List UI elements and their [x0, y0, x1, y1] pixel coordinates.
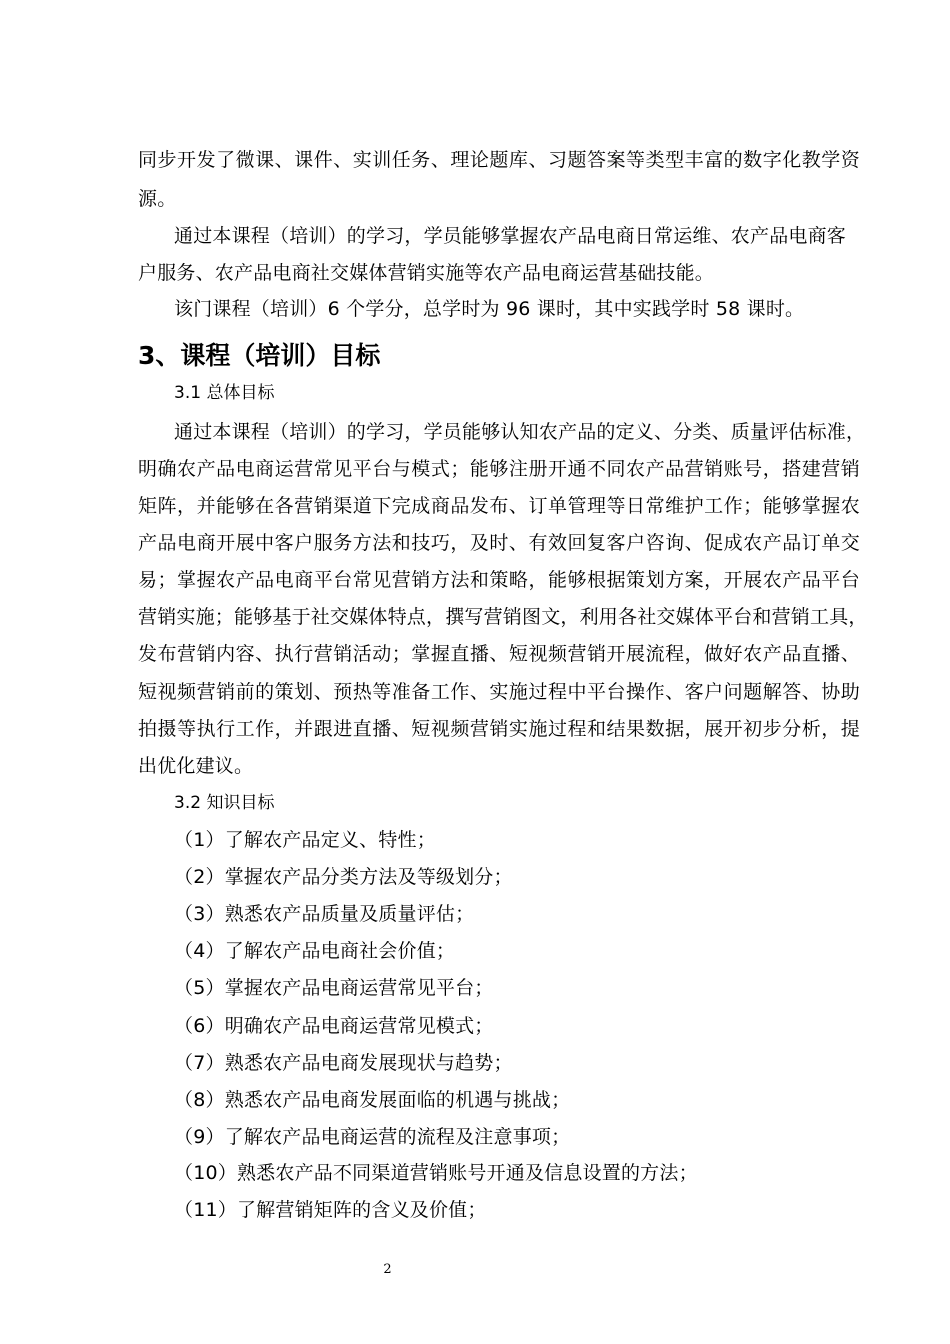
list-item: （7）熟悉农产品电商发展现状与趋势；	[174, 1052, 513, 1074]
paragraph-line: 短视频营销前的策划、预热等准备工作、实施过程中平台操作、客户问题解答、协助	[138, 681, 860, 703]
paragraph-line: 通过本课程（培训）的学习，学员能够认知农产品的定义、分类、质量评估标准，	[174, 421, 866, 443]
list-item: （11）了解营销矩阵的含义及价值；	[174, 1199, 487, 1221]
subsection-title: 3.2 知识目标	[174, 793, 275, 813]
list-item: （3）熟悉农产品质量及质量评估；	[174, 903, 475, 925]
list-item: （9）了解农产品电商运营的流程及注意事项；	[174, 1126, 571, 1148]
paragraph-line: 源。	[138, 188, 177, 210]
list-item: （8）熟悉农产品电商发展面临的机遇与挑战；	[174, 1089, 571, 1111]
paragraph-line: 产品电商开展中客户服务方法和技巧，及时、有效回复客户咨询、促成农产品订单交	[138, 532, 860, 554]
list-item: （5）掌握农产品电商运营常见平台；	[174, 977, 494, 999]
subsection-title: 3.1 总体目标	[174, 383, 275, 403]
paragraph-line: 户服务、农产品电商社交媒体营销实施等农产品电商运营基础技能。	[138, 262, 715, 284]
page-number: 2	[383, 1262, 392, 1277]
list-item: （4）了解农产品电商社会价值；	[174, 940, 456, 962]
list-item: （6）明确农产品电商运营常见模式；	[174, 1015, 494, 1037]
section-heading: 3、课程（培训）目标	[138, 341, 381, 370]
paragraph-line: 通过本课程（培训）的学习，学员能够掌握农产品电商日常运维、农产品电商客	[174, 225, 847, 247]
paragraph-line: 易；掌握农产品电商平台常见营销方法和策略，能够根据策划方案，开展农产品平台	[138, 569, 860, 591]
list-item: （10）熟悉农产品不同渠道营销账号开通及信息设置的方法；	[174, 1162, 698, 1184]
paragraph-line: 明确农产品电商运营常见平台与模式；能够注册开通不同农产品营销账号，搭建营销	[138, 458, 860, 480]
paragraph-line: 同步开发了微课、课件、实训任务、理论题库、习题答案等类型丰富的数字化教学资	[138, 149, 860, 171]
paragraph-line: 发布营销内容、执行营销活动；掌握直播、短视频营销开展流程，做好农产品直播、	[138, 643, 860, 665]
paragraph-line: 该门课程（培训）6 个学分，总学时为 96 课时，其中实践学时 58 课时。	[174, 298, 805, 320]
paragraph-line: 营销实施；能够基于社交媒体特点，撰写营销图文，利用各社交媒体平台和营销工具，	[138, 606, 868, 628]
list-item: （1）了解农产品定义、特性；	[174, 829, 436, 851]
list-item: （2）掌握农产品分类方法及等级划分；	[174, 866, 513, 888]
paragraph-line: 矩阵，并能够在各营销渠道下完成商品发布、订单管理等日常维护工作；能够掌握农	[138, 495, 860, 517]
paragraph-line: 出优化建议。	[138, 755, 254, 777]
paragraph-line: 拍摄等执行工作，并跟进直播、短视频营销实施过程和结果数据，展开初步分析，提	[138, 718, 860, 740]
